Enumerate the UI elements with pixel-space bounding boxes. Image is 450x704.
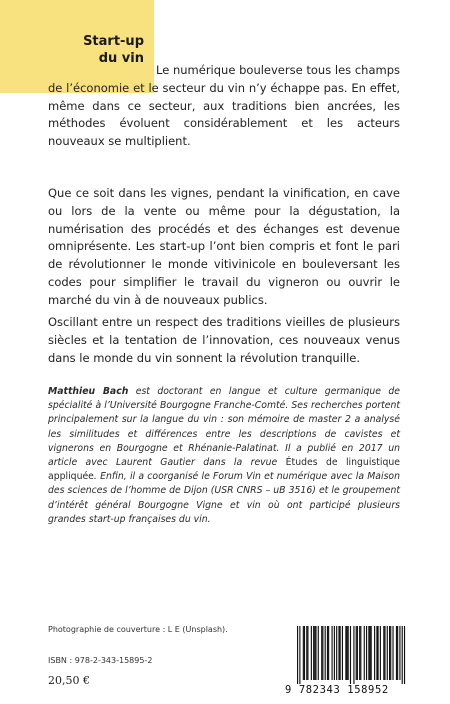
barcode bbox=[285, 624, 407, 696]
barcode-bar bbox=[390, 626, 391, 680]
barcode-bar bbox=[345, 626, 346, 680]
barcode-bar bbox=[350, 626, 351, 684]
barcode-bar bbox=[336, 626, 337, 680]
barcode-bar bbox=[353, 626, 354, 684]
barcode-bar bbox=[366, 626, 367, 680]
barcode-bar bbox=[303, 626, 304, 680]
barcode-bar bbox=[332, 626, 333, 680]
barcode-bar bbox=[356, 626, 357, 680]
barcode-bar bbox=[378, 626, 379, 680]
barcode-bar bbox=[314, 626, 315, 680]
barcode-bar bbox=[368, 626, 369, 680]
barcode-bar bbox=[387, 626, 388, 680]
blurb-paragraph-3: Oscillant entre un respect des traditions vieilles de plusieurs siècles et la tentation de l’innovation, ces nouveaux venus dans le monde du vin sonnent la révolution tranquille. bbox=[48, 315, 400, 365]
barcode-bar bbox=[348, 626, 349, 680]
barcode-bar bbox=[374, 626, 375, 680]
barcode-bar bbox=[364, 626, 365, 680]
barcode-bar bbox=[297, 626, 298, 684]
barcode-bar bbox=[376, 626, 377, 680]
barcode-bar bbox=[340, 626, 341, 680]
barcode-bar bbox=[397, 626, 398, 680]
barcode-bar bbox=[325, 626, 326, 680]
barcode-bar bbox=[322, 626, 323, 680]
author-bio bbox=[48, 385, 400, 527]
barcode-bar bbox=[359, 626, 360, 680]
barcode-bar bbox=[383, 626, 384, 680]
barcode-bar bbox=[306, 626, 307, 680]
barcode-bar bbox=[328, 626, 329, 680]
barcode-bar bbox=[384, 626, 385, 680]
barcode-bar bbox=[360, 626, 361, 680]
barcode-bar bbox=[334, 626, 335, 680]
barcode-bar bbox=[342, 626, 343, 680]
barcode-bar bbox=[315, 626, 316, 680]
price-text: 20,50 € bbox=[48, 674, 90, 687]
blurb-paragraph-1: Le numérique bouleverse tous les champs de l’économie et le secteur du vin n’y échappe pas. En effet, même dans ce secteur, aux traditions bien ancrées, les méthodes évoluent considérablement et les acteurs nouveaux se multiplient. bbox=[48, 63, 400, 149]
barcode-bar bbox=[357, 626, 358, 680]
barcode-bar bbox=[318, 626, 319, 680]
barcode-bar bbox=[380, 626, 381, 680]
journal-name: Études de linguistique appliquée bbox=[48, 457, 400, 483]
book-title-line1: Start-up bbox=[83, 34, 144, 49]
barcode-bar bbox=[389, 626, 390, 680]
barcode-bar bbox=[369, 626, 370, 680]
isbn-text: ISBN : 978-2-343-15895-2 bbox=[48, 656, 153, 665]
barcode-bar bbox=[304, 626, 305, 680]
barcode-bar bbox=[392, 626, 393, 680]
barcode-bar bbox=[299, 626, 300, 684]
barcode-digits: 9 782343 158952 bbox=[285, 684, 389, 696]
barcode-bar bbox=[402, 626, 403, 684]
barcode-bar bbox=[338, 626, 339, 680]
blurb-paragraph-2: Que ce soit dans les vignes, pendant la vinification, en cave ou lors de la vente ou même pour la dégustation, la numérisation des procédés et des échanges est devenue omniprésente. Les start-up l’ont bien compris et font le pari de révolutionner le monde vitivinicole en bouleversant les codes pour simplifier le travail du vigneron ou ouvrir le marché du vin à de nouveaux publics. bbox=[48, 186, 400, 307]
bio-text-part2: . Enfin, il a coorganisé le Forum Vin et numérique avec la Maison des sciences de l’homme de Dijon (USR CNRS – uB 3516) et le groupement d’intérêt général Bourgogne Vigne et vin où ont participé plusieurs grandes start-up françaises du vin. bbox=[48, 471, 400, 525]
barcode-bar bbox=[313, 626, 314, 680]
barcode-bar bbox=[311, 626, 312, 680]
barcode-bars bbox=[285, 624, 407, 684]
barcode-bar bbox=[346, 626, 347, 680]
barcode-bar bbox=[327, 626, 328, 680]
bio-text-part1: est doctorant en langue et culture germanique de spécialité à l’Université Bourgogne Franche-Comté. Ses recherches portent principalement sur la langue du vin : son mémoire de master 2 a analysé les similitudes et différences entre les descriptions de cavistes et vignerons en Bourgogne et Rhénanie-Palatinat. Il a publié en 2017 un article avec Laurent Gautier dans la revue bbox=[48, 386, 401, 469]
barcode-bar bbox=[404, 626, 405, 684]
barcode-bar bbox=[307, 626, 308, 680]
barcode-bar bbox=[371, 626, 372, 680]
barcode-bar bbox=[396, 626, 397, 680]
barcode-bar bbox=[399, 626, 400, 680]
author-name: Matthieu Bach bbox=[48, 386, 129, 397]
photo-credit: Photographie de couverture : L E (Unsplash). bbox=[48, 625, 228, 634]
barcode-bar bbox=[321, 626, 322, 680]
book-title-line2: du vin bbox=[98, 51, 144, 66]
